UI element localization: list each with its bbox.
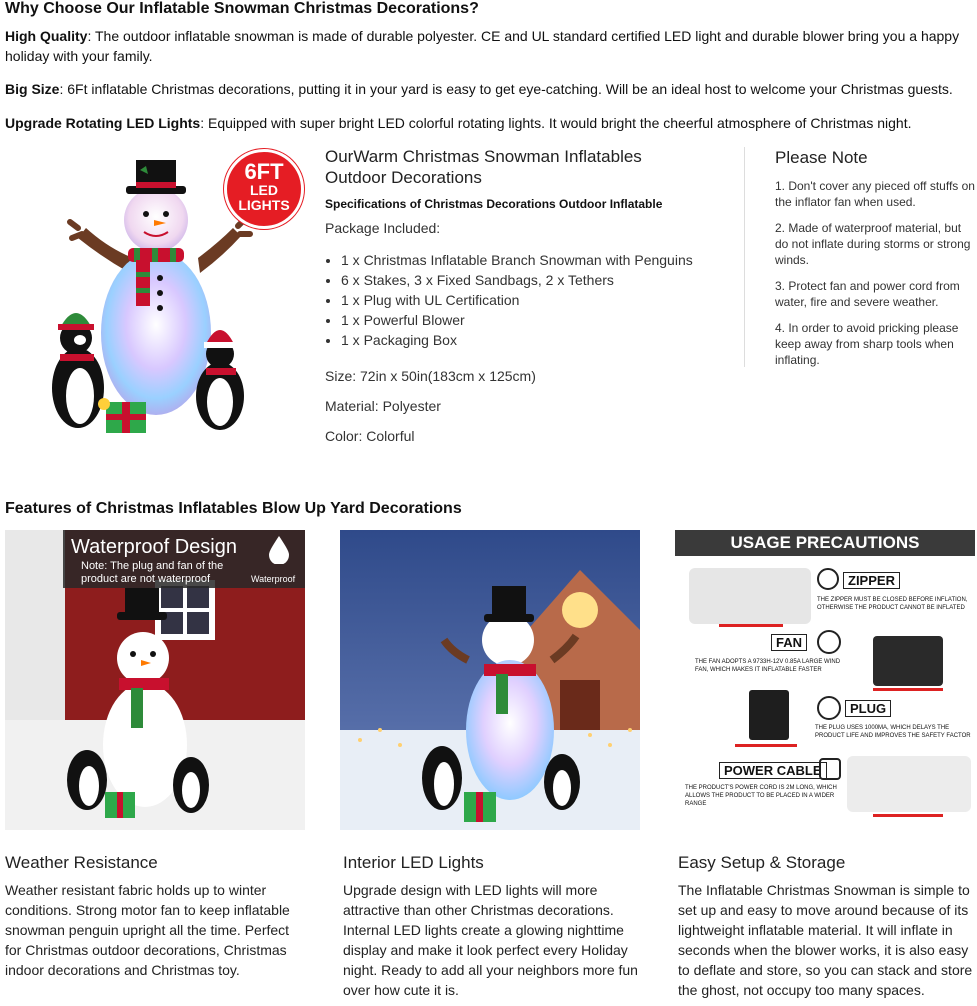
note-item: 2. Made of waterproof material, but do not inflate during storms or strong winds. xyxy=(775,221,971,267)
feature-title-led: Interior LED Lights xyxy=(343,853,484,872)
water-drop-icon xyxy=(267,536,291,564)
list-item: • 1 x Christmas Inflatable Branch Snowman with Penguins xyxy=(341,250,725,270)
spec-subtitle: Specifications of Christmas Decorations Outdoor Inflatable xyxy=(325,197,663,211)
divider xyxy=(873,688,943,691)
note-title: Please Note xyxy=(775,148,868,167)
spec-size: Size: 72in x 50in(183cm x 125cm) xyxy=(325,368,536,384)
package-items-list xyxy=(325,250,725,350)
plug-photo xyxy=(749,690,789,740)
divider xyxy=(873,814,943,817)
waterproof-note: Note: The plug and fan of the product are not waterproof xyxy=(81,560,224,585)
waterproof-icon-label: Waterproof xyxy=(251,574,296,584)
zipper-photo xyxy=(689,568,811,624)
plug-label: PLUG xyxy=(845,700,891,717)
intro-high-quality: High Quality: The outdoor inflatable snowman is made of durable polyester. CE and UL standard certified LED light and durable blower bring you a happy holiday with your family. xyxy=(5,28,960,64)
intro-led-lights: Upgrade Rotating LED Lights: Equipped with super bright LED colorful rotating lights. It would bright the cheerful atmosphere of Christmas night. xyxy=(5,115,912,131)
cable-icon xyxy=(819,758,841,780)
specifications-section xyxy=(325,146,725,444)
note-item: 1. Don't cover any pieced off stuffs on the inflator fan when used. xyxy=(775,179,975,209)
fan-label: FAN xyxy=(771,634,807,651)
list-item: • 6 x Stakes, 3 x Fixed Sandbags, 2 x Tethers xyxy=(341,270,725,290)
list-item: • 1 x Plug with UL Certification xyxy=(341,290,725,310)
feature-title-weather: Weather Resistance xyxy=(5,853,158,872)
fan-icon xyxy=(817,630,841,654)
usage-precautions-image xyxy=(675,530,975,830)
please-note-section xyxy=(775,148,975,368)
6ft-led-lights-badge: 6FT LED LIGHTS xyxy=(224,149,304,229)
led-lights-feature-image xyxy=(340,530,640,830)
feature-text-led: Upgrade design with LED lights will more attractive than other Christmas decorations. Internal LED lights create a glowing nighttime display and make it look perfect every Holiday night. Ready to add all your neighbors more fun over how cute it is. xyxy=(343,882,638,998)
divider xyxy=(735,744,797,747)
feature-title-setup: Easy Setup & Storage xyxy=(678,853,846,872)
usage-precautions-title: USAGE PRECAUTIONS xyxy=(675,530,975,556)
list-item: • 1 x Packaging Box xyxy=(341,330,725,350)
spec-product-title: OurWarm Christmas Snowman Inflatables Outdoor Decorations xyxy=(325,147,642,187)
zipper-label: ZIPPER xyxy=(843,572,900,589)
package-included-label: Package Included: xyxy=(325,220,441,236)
page-title: Why Choose Our Inflatable Snowman Christmas Decorations? xyxy=(5,0,479,17)
divider xyxy=(744,147,745,367)
zipper-description: THE ZIPPER MUST BE CLOSED BEFORE INFLATION, OTHERWISE THE PRODUCT CANNOT BE INFLATED xyxy=(817,597,968,611)
feature-text-setup: The Inflatable Christmas Snowman is simple to set up and easy to move around because of its lightweight inflatable material. It will inflate in seconds when the blower works, it is also easy to deflate and store, so you can stack and store the ghost, not occupy too many spaces. xyxy=(678,882,973,998)
spec-color: Color: Colorful xyxy=(325,428,415,444)
intro-big-size: Big Size: 6Ft inflatable Christmas decorations, putting it in your yard is easy to get eye-catching. Will be an ideal host to welcome your Christmas guests. xyxy=(5,81,953,97)
fan-photo xyxy=(873,636,943,686)
waterproof-title: Waterproof Design xyxy=(71,536,237,558)
zipper-icon xyxy=(817,568,839,590)
cable-description: THE PRODUCT'S POWER CORD IS 2M LONG, WHICH ALLOWS THE PRODUCT TO BE PLACED IN A WIDER RANGE xyxy=(685,785,837,807)
spec-material: Material: Polyester xyxy=(325,398,441,414)
power-cable-label: POWER CABLE xyxy=(719,762,827,779)
note-item: 3. Protect fan and power cord from water, fire and severe weather. xyxy=(775,279,960,309)
note-item: 4. In order to avoid pricking please keep away from sharp tools when inflating. xyxy=(775,321,959,367)
features-title: Features of Christmas Inflatables Blow Up Yard Decorations xyxy=(5,500,462,517)
divider xyxy=(719,624,783,627)
fan-description: THE FAN ADOPTS A 9733H-12V 0.85A LARGE WIND FAN, WHICH MAKES IT INFLATABLE FASTER xyxy=(695,659,841,673)
plug-description: THE PLUG USES 1000MA, WHICH DELAYS THE PRODUCT LIFE AND IMPROVES THE SAFETY FACTOR xyxy=(815,725,971,739)
feature-text-weather: Weather resistant fabric holds up to winter conditions. Strong motor fan to keep inflatable snowman penguin upright all the time. Perfect for Christmas outdoor decorations, Christmas indoor decorations and Christmas toy. xyxy=(5,882,290,978)
plug-icon xyxy=(817,696,841,720)
list-item: • 1 x Powerful Blower xyxy=(341,310,725,330)
cable-photo xyxy=(847,756,971,812)
waterproof-feature-image xyxy=(5,530,305,830)
